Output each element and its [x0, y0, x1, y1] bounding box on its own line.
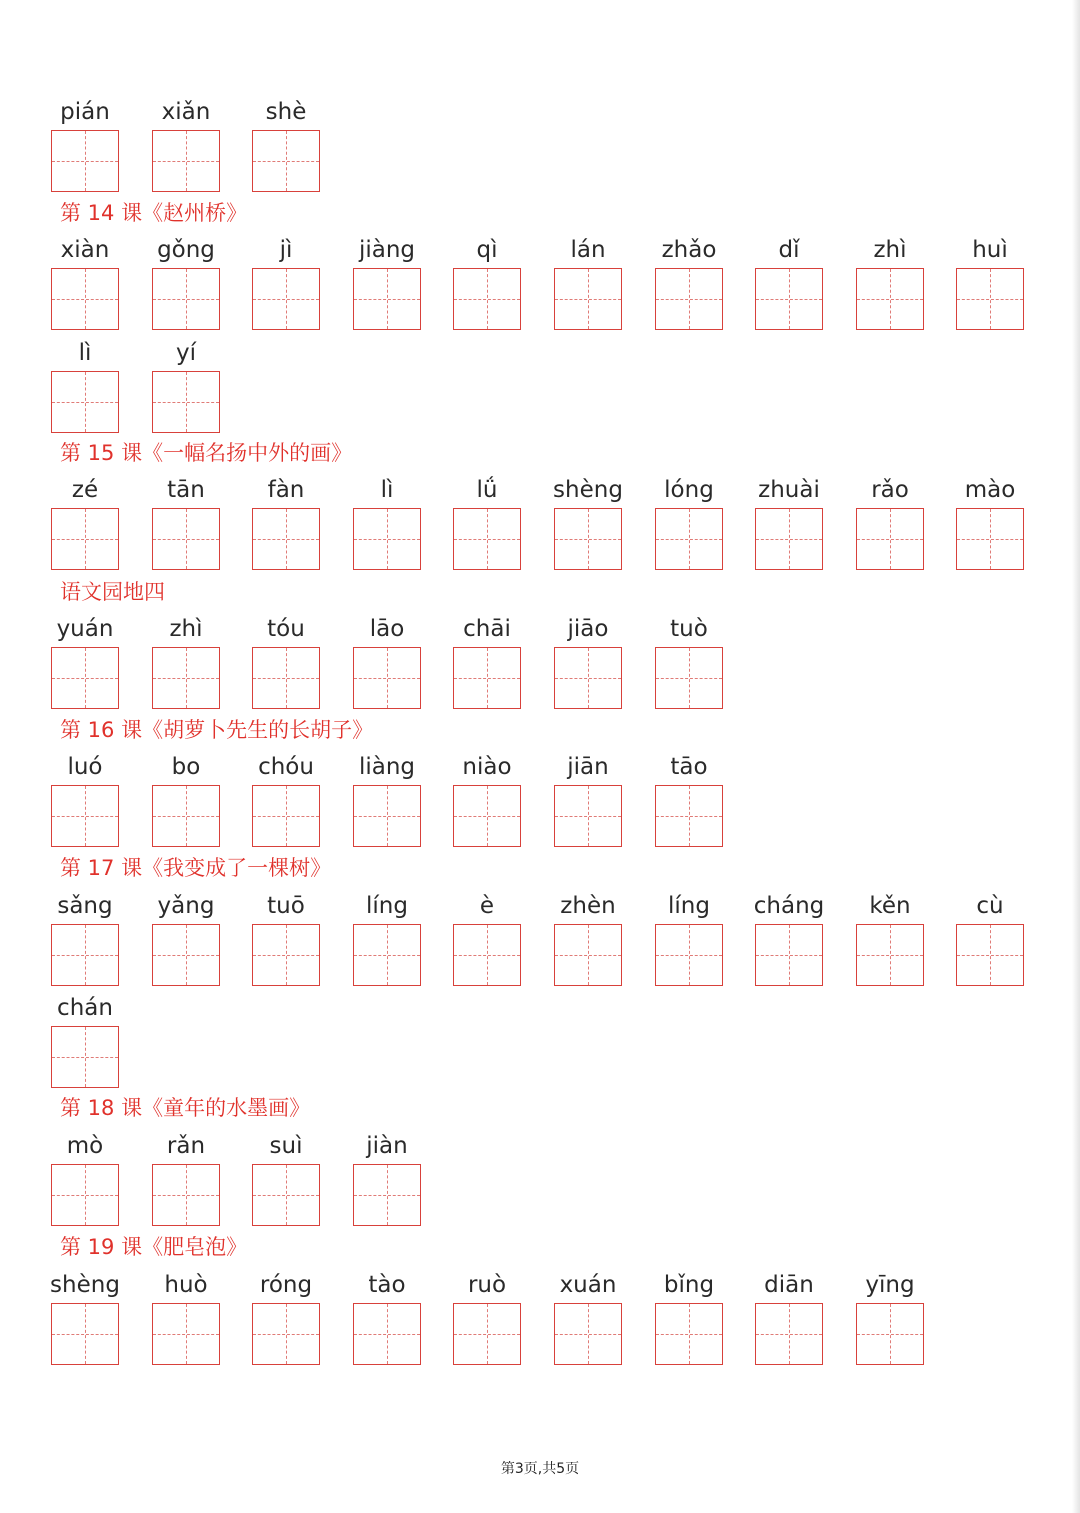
lesson-heading: 第 14 课《赵州桥》 [60, 201, 248, 225]
character-cell [252, 752, 320, 847]
writing-grid-box[interactable] [252, 647, 320, 709]
character-cell [51, 1270, 119, 1365]
writing-grid-box[interactable] [252, 508, 320, 570]
pinyin-label: jiàng [358, 237, 416, 263]
pinyin-label: liàng [358, 754, 416, 780]
writing-grid-box[interactable] [252, 1303, 320, 1365]
character-cell [252, 891, 320, 986]
pinyin-label: líng [366, 893, 408, 919]
character-cell [554, 752, 622, 847]
pinyin-label: chán [57, 995, 113, 1021]
writing-grid-box[interactable] [152, 1164, 220, 1226]
pinyin-label: luó [67, 754, 103, 780]
character-cell [152, 891, 220, 986]
character-cell [353, 1270, 421, 1365]
writing-grid-box[interactable] [554, 508, 622, 570]
writing-grid-box[interactable] [252, 924, 320, 986]
character-cell [353, 475, 421, 570]
writing-grid-box[interactable] [453, 508, 521, 570]
pinyin-label: pián [60, 99, 110, 125]
character-cell [554, 1270, 622, 1365]
writing-grid-box[interactable] [51, 1303, 119, 1365]
writing-grid-box[interactable] [956, 924, 1024, 986]
pinyin-label: suì [269, 1133, 303, 1159]
writing-grid-box[interactable] [252, 268, 320, 330]
character-cell [755, 475, 823, 570]
writing-grid-box[interactable] [51, 130, 119, 192]
character-cell [856, 891, 924, 986]
character-cell [655, 614, 723, 709]
character-cell [453, 614, 521, 709]
character-cell [353, 891, 421, 986]
character-cell [51, 338, 119, 433]
character-cell [856, 1270, 924, 1365]
pinyin-label: sǎng [57, 893, 113, 919]
writing-grid-box[interactable] [51, 647, 119, 709]
character-cell [152, 475, 220, 570]
writing-grid-box[interactable] [856, 1303, 924, 1365]
character-cell [655, 891, 723, 986]
pinyin-label: shèng [50, 1272, 120, 1298]
character-cell [152, 97, 220, 192]
pinyin-label: huì [972, 237, 1008, 263]
character-cell [152, 752, 220, 847]
writing-grid-box[interactable] [152, 924, 220, 986]
pinyin-label: tào [368, 1272, 406, 1298]
pinyin-label: zhì [169, 616, 203, 642]
writing-grid-box[interactable] [655, 508, 723, 570]
writing-grid-box[interactable] [453, 924, 521, 986]
writing-grid-box[interactable] [453, 1303, 521, 1365]
pinyin-label: gǒng [157, 237, 215, 263]
writing-grid-box[interactable] [152, 508, 220, 570]
writing-grid-box[interactable] [353, 508, 421, 570]
writing-grid-box[interactable] [453, 785, 521, 847]
writing-grid-box[interactable] [252, 785, 320, 847]
pinyin-label: chāi [463, 616, 511, 642]
pinyin-label: tuò [670, 616, 708, 642]
writing-grid-box[interactable] [353, 268, 421, 330]
character-cell [252, 1270, 320, 1365]
writing-grid-box[interactable] [51, 785, 119, 847]
pinyin-label: tān [167, 477, 205, 503]
pinyin-label: lì [380, 477, 394, 503]
writing-grid-box[interactable] [655, 924, 723, 986]
writing-grid-box[interactable] [956, 508, 1024, 570]
writing-grid-box[interactable] [152, 785, 220, 847]
character-cell [956, 475, 1024, 570]
character-cell [152, 1270, 220, 1365]
lesson-heading: 第 16 课《胡萝卜先生的长胡子》 [60, 718, 374, 742]
character-cell [655, 475, 723, 570]
pinyin-label: líng [668, 893, 710, 919]
writing-grid-box[interactable] [755, 1303, 823, 1365]
pinyin-label: bǐng [663, 1272, 715, 1298]
writing-grid-box[interactable] [252, 130, 320, 192]
character-cell [51, 752, 119, 847]
writing-grid-box[interactable] [755, 924, 823, 986]
writing-grid-box[interactable] [353, 1303, 421, 1365]
pinyin-label: zé [71, 477, 99, 503]
character-cell [51, 993, 119, 1088]
character-cell [554, 475, 622, 570]
character-cell [755, 235, 823, 330]
writing-grid-box[interactable] [353, 647, 421, 709]
pinyin-label: ruò [467, 1272, 507, 1298]
character-cell [152, 1131, 220, 1226]
pinyin-label: jì [279, 237, 293, 263]
pinyin-label: è [479, 893, 495, 919]
character-cell [856, 235, 924, 330]
character-cell [51, 97, 119, 192]
character-cell [755, 1270, 823, 1365]
pinyin-label: tuō [267, 893, 305, 919]
writing-grid-box[interactable] [655, 268, 723, 330]
character-cell [252, 235, 320, 330]
pinyin-label: huò [164, 1272, 208, 1298]
pinyin-label: xuán [559, 1272, 617, 1298]
character-cell [554, 891, 622, 986]
writing-grid-box[interactable] [152, 1303, 220, 1365]
pinyin-label: róng [259, 1272, 313, 1298]
pinyin-label: yuán [56, 616, 114, 642]
pinyin-label: zhì [873, 237, 907, 263]
character-cell [252, 1131, 320, 1226]
pinyin-label: rǎn [166, 1133, 206, 1159]
pinyin-label: lǘ [476, 477, 498, 503]
pinyin-label: jiāo [567, 616, 609, 642]
lesson-heading: 第 19 课《肥皂泡》 [60, 1235, 248, 1259]
writing-grid-box[interactable] [51, 508, 119, 570]
pinyin-label: xiàn [60, 237, 110, 263]
character-cell [51, 891, 119, 986]
lesson-heading: 第 17 课《我变成了一棵树》 [60, 856, 332, 880]
writing-grid-box[interactable] [755, 268, 823, 330]
lesson-heading: 语文园地四 [60, 580, 165, 604]
pinyin-label: cù [976, 893, 1004, 919]
pinyin-label: mào [964, 477, 1016, 503]
pinyin-label: fàn [267, 477, 305, 503]
character-cell [353, 752, 421, 847]
character-cell [453, 891, 521, 986]
pinyin-label: shè [265, 99, 307, 125]
writing-grid-box[interactable] [856, 508, 924, 570]
pinyin-label: yí [175, 340, 196, 366]
writing-grid-box[interactable] [453, 268, 521, 330]
pinyin-label: cháng [753, 893, 825, 919]
character-cell [51, 475, 119, 570]
pinyin-label: kěn [869, 893, 911, 919]
writing-grid-box[interactable] [152, 268, 220, 330]
pinyin-label: lāo [369, 616, 405, 642]
page-edge-shadow [1072, 0, 1080, 1513]
pinyin-label: mò [66, 1133, 104, 1159]
writing-grid-box[interactable] [51, 1164, 119, 1226]
character-cell [252, 614, 320, 709]
writing-grid-box[interactable] [655, 785, 723, 847]
character-cell [152, 614, 220, 709]
writing-grid-box[interactable] [252, 1164, 320, 1226]
character-cell [655, 235, 723, 330]
pinyin-label: zhèn [560, 893, 616, 919]
character-cell [353, 235, 421, 330]
pinyin-label: xiǎn [161, 99, 211, 125]
writing-grid-box[interactable] [51, 924, 119, 986]
character-cell [353, 1131, 421, 1226]
writing-grid-box[interactable] [554, 647, 622, 709]
writing-grid-box[interactable] [152, 647, 220, 709]
pinyin-label: chóu [258, 754, 314, 780]
pinyin-label: diān [764, 1272, 814, 1298]
writing-grid-box[interactable] [353, 924, 421, 986]
character-cell [453, 1270, 521, 1365]
writing-grid-box[interactable] [51, 268, 119, 330]
character-cell [856, 475, 924, 570]
writing-grid-box[interactable] [51, 1026, 119, 1088]
pinyin-label: bo [171, 754, 201, 780]
pinyin-label: tóu [267, 616, 305, 642]
lesson-heading: 第 15 课《一幅名扬中外的画》 [60, 441, 353, 465]
character-cell [554, 614, 622, 709]
character-cell [252, 97, 320, 192]
pinyin-label: jiān [567, 754, 609, 780]
writing-grid-box[interactable] [353, 1164, 421, 1226]
writing-grid-box[interactable] [755, 508, 823, 570]
pinyin-label: lóng [664, 477, 714, 503]
character-cell [956, 235, 1024, 330]
writing-grid-box[interactable] [554, 1303, 622, 1365]
writing-grid-box[interactable] [353, 785, 421, 847]
pinyin-label: zhǎo [661, 237, 717, 263]
pinyin-label: jiàn [366, 1133, 408, 1159]
character-cell [453, 475, 521, 570]
writing-grid-box[interactable] [152, 130, 220, 192]
lesson-heading: 第 18 课《童年的水墨画》 [60, 1096, 311, 1120]
writing-grid-box[interactable] [554, 268, 622, 330]
writing-grid-box[interactable] [554, 785, 622, 847]
pinyin-label: yǎng [157, 893, 215, 919]
character-cell [655, 752, 723, 847]
character-cell [554, 235, 622, 330]
pinyin-label: niào [462, 754, 512, 780]
pinyin-label: yīng [865, 1272, 915, 1298]
character-cell [51, 614, 119, 709]
character-cell [51, 235, 119, 330]
writing-grid-box[interactable] [655, 647, 723, 709]
writing-grid-box[interactable] [51, 371, 119, 433]
pinyin-label: rǎo [871, 477, 909, 503]
character-cell [453, 752, 521, 847]
writing-grid-box[interactable] [655, 1303, 723, 1365]
character-cell [755, 891, 823, 986]
pinyin-label: qì [476, 237, 498, 263]
writing-grid-box[interactable] [554, 924, 622, 986]
writing-grid-box[interactable] [453, 647, 521, 709]
pinyin-label: shèng [553, 477, 623, 503]
character-cell [152, 338, 220, 433]
character-cell [655, 1270, 723, 1365]
page-footer: 第3页,共5页 [500, 1461, 580, 1477]
pinyin-label: tāo [670, 754, 708, 780]
pinyin-label: zhuài [758, 477, 820, 503]
writing-grid-box[interactable] [856, 924, 924, 986]
character-cell [252, 475, 320, 570]
character-cell [956, 891, 1024, 986]
pinyin-label: lán [570, 237, 606, 263]
character-cell [353, 614, 421, 709]
pinyin-label: dǐ [778, 237, 800, 263]
writing-grid-box[interactable] [856, 268, 924, 330]
pinyin-label: lì [78, 340, 92, 366]
writing-grid-box[interactable] [956, 268, 1024, 330]
character-cell [152, 235, 220, 330]
character-cell [51, 1131, 119, 1226]
writing-grid-box[interactable] [152, 371, 220, 433]
character-cell [453, 235, 521, 330]
